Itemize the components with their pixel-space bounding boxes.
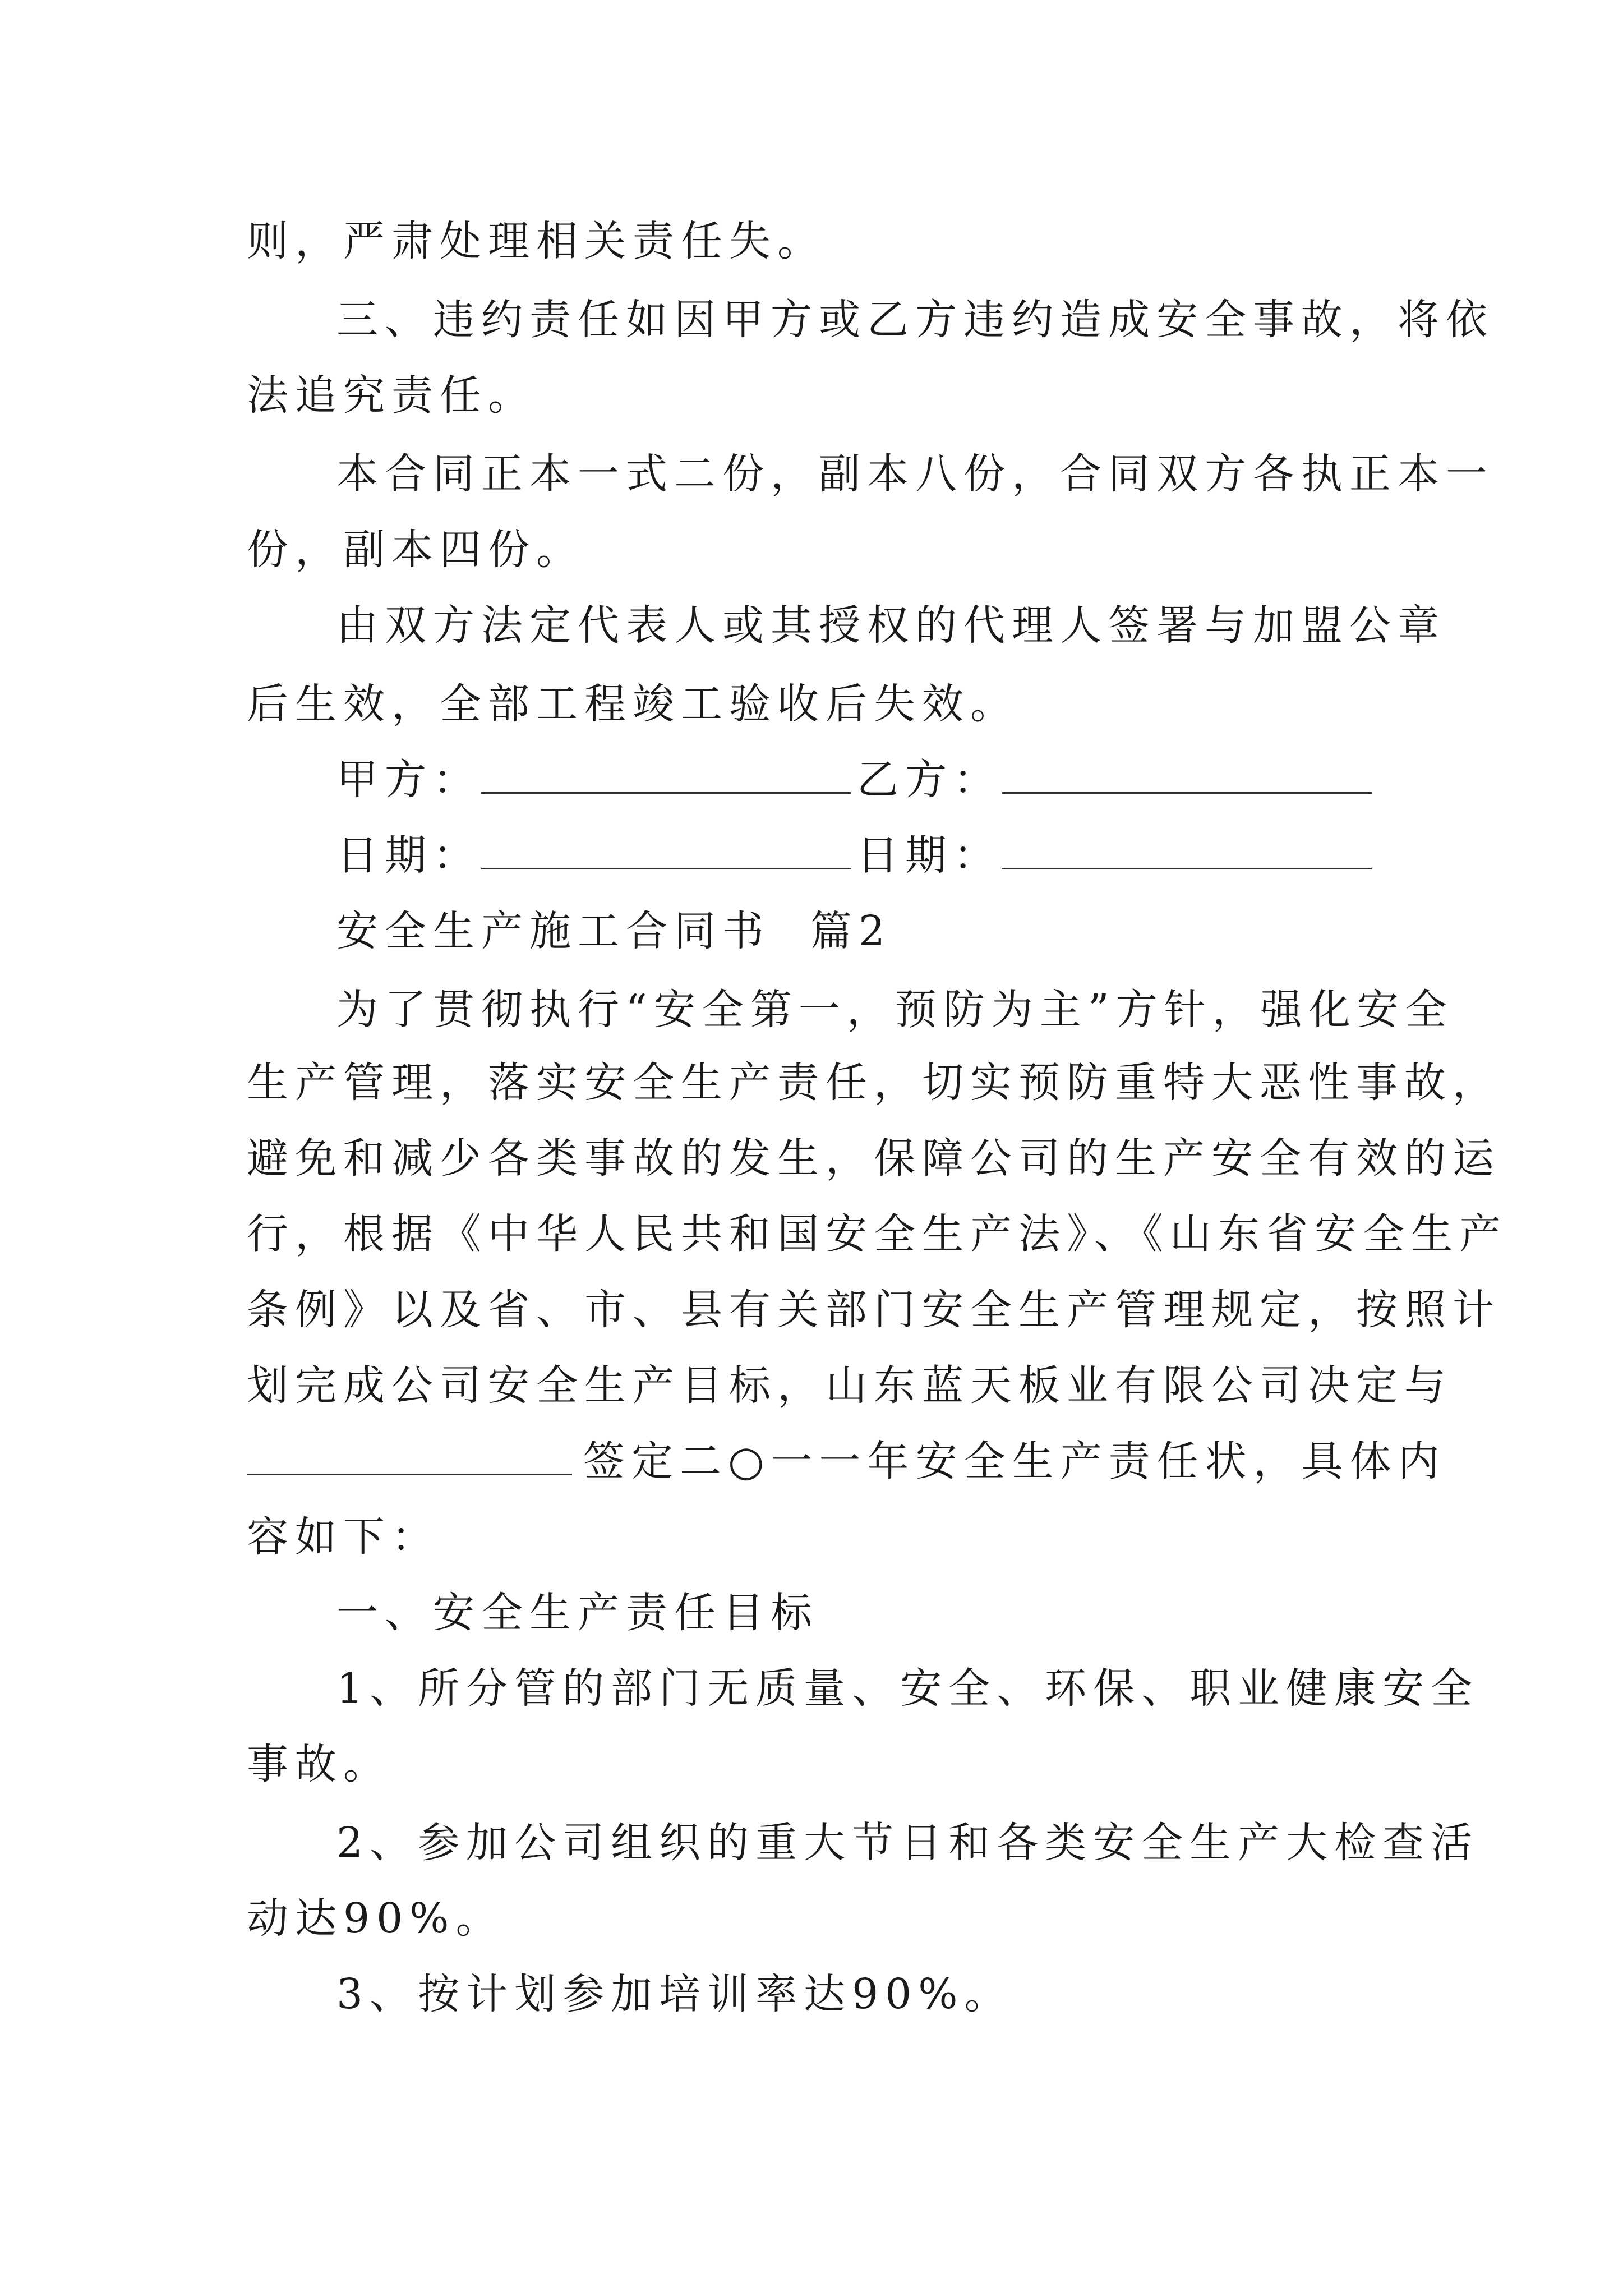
section-heading: 安全生产施工合同书 篇2 — [336, 907, 892, 955]
body-text-line: 容如下： — [247, 1513, 440, 1561]
list-item: 1、所分管的部门无质量、安全、环保、职业健康安全 — [336, 1664, 1479, 1713]
body-text-line: 则，严肃处理相关责任失。 — [247, 217, 826, 265]
body-text-line: 为了贯彻执行“安全第一，预防为主”方针，强化安全 — [336, 986, 1454, 1034]
list-item-continuation: 事故。 — [247, 1740, 391, 1788]
party-blank — [247, 1471, 572, 1475]
body-text-fragment: 签定二○一一年安全生产责任状，具体内 — [583, 1437, 1446, 1485]
body-text-line: 划完成公司安全生产目标，山东蓝天板业有限公司决定与 — [247, 1361, 1453, 1410]
subsection-heading: 一、安全生产责任目标 — [336, 1589, 819, 1637]
body-text-line: 后生效，全部工程竣工验收后失效。 — [247, 680, 1018, 728]
date-b-blank — [1002, 866, 1372, 869]
date-a-label: 日期： — [336, 831, 481, 880]
body-text-line: 避免和减少各类事故的发生，保障公司的生产安全有效的运 — [247, 1134, 1501, 1182]
body-text-line: 由双方法定代表人或其授权的代理人签署与加盟公章 — [336, 601, 1446, 650]
date-b-label: 日期： — [857, 831, 1002, 880]
list-item-continuation: 动达90%。 — [247, 1894, 504, 1943]
body-text-line: 法追究责任。 — [247, 371, 536, 420]
date-a-blank — [481, 866, 851, 869]
list-item: 3、按计划参加培训率达90%。 — [336, 1970, 1013, 2018]
date-row — [336, 827, 1372, 884]
party-a-blank — [481, 790, 851, 794]
body-text-line: 条例》以及省、市、县有关部门安全生产管理规定，按照计 — [247, 1286, 1501, 1334]
party-b-label: 乙方： — [857, 756, 1002, 804]
body-text-line: 本合同正本一式二份，副本八份，合同双方各执正本一 — [336, 450, 1494, 498]
body-text-line: 生产管理，落实安全生产责任，切实预防重特大恶性事故， — [247, 1059, 1501, 1107]
party-b-blank — [1002, 790, 1372, 794]
body-text-line: 三、违约责任如因甲方或乙方违约造成安全事故，将依 — [336, 296, 1494, 344]
body-text-line: 份，副本四份。 — [247, 526, 584, 574]
body-text-line — [247, 1433, 1446, 1489]
body-text-line: 行，根据《中华人民共和国安全生产法》、《山东省安全生产 — [247, 1210, 1507, 1258]
party-a-label: 甲方： — [336, 756, 481, 804]
signature-row — [336, 752, 1372, 808]
list-item: 2、参加公司组织的重大节日和各类安全生产大检查活 — [336, 1819, 1479, 1867]
